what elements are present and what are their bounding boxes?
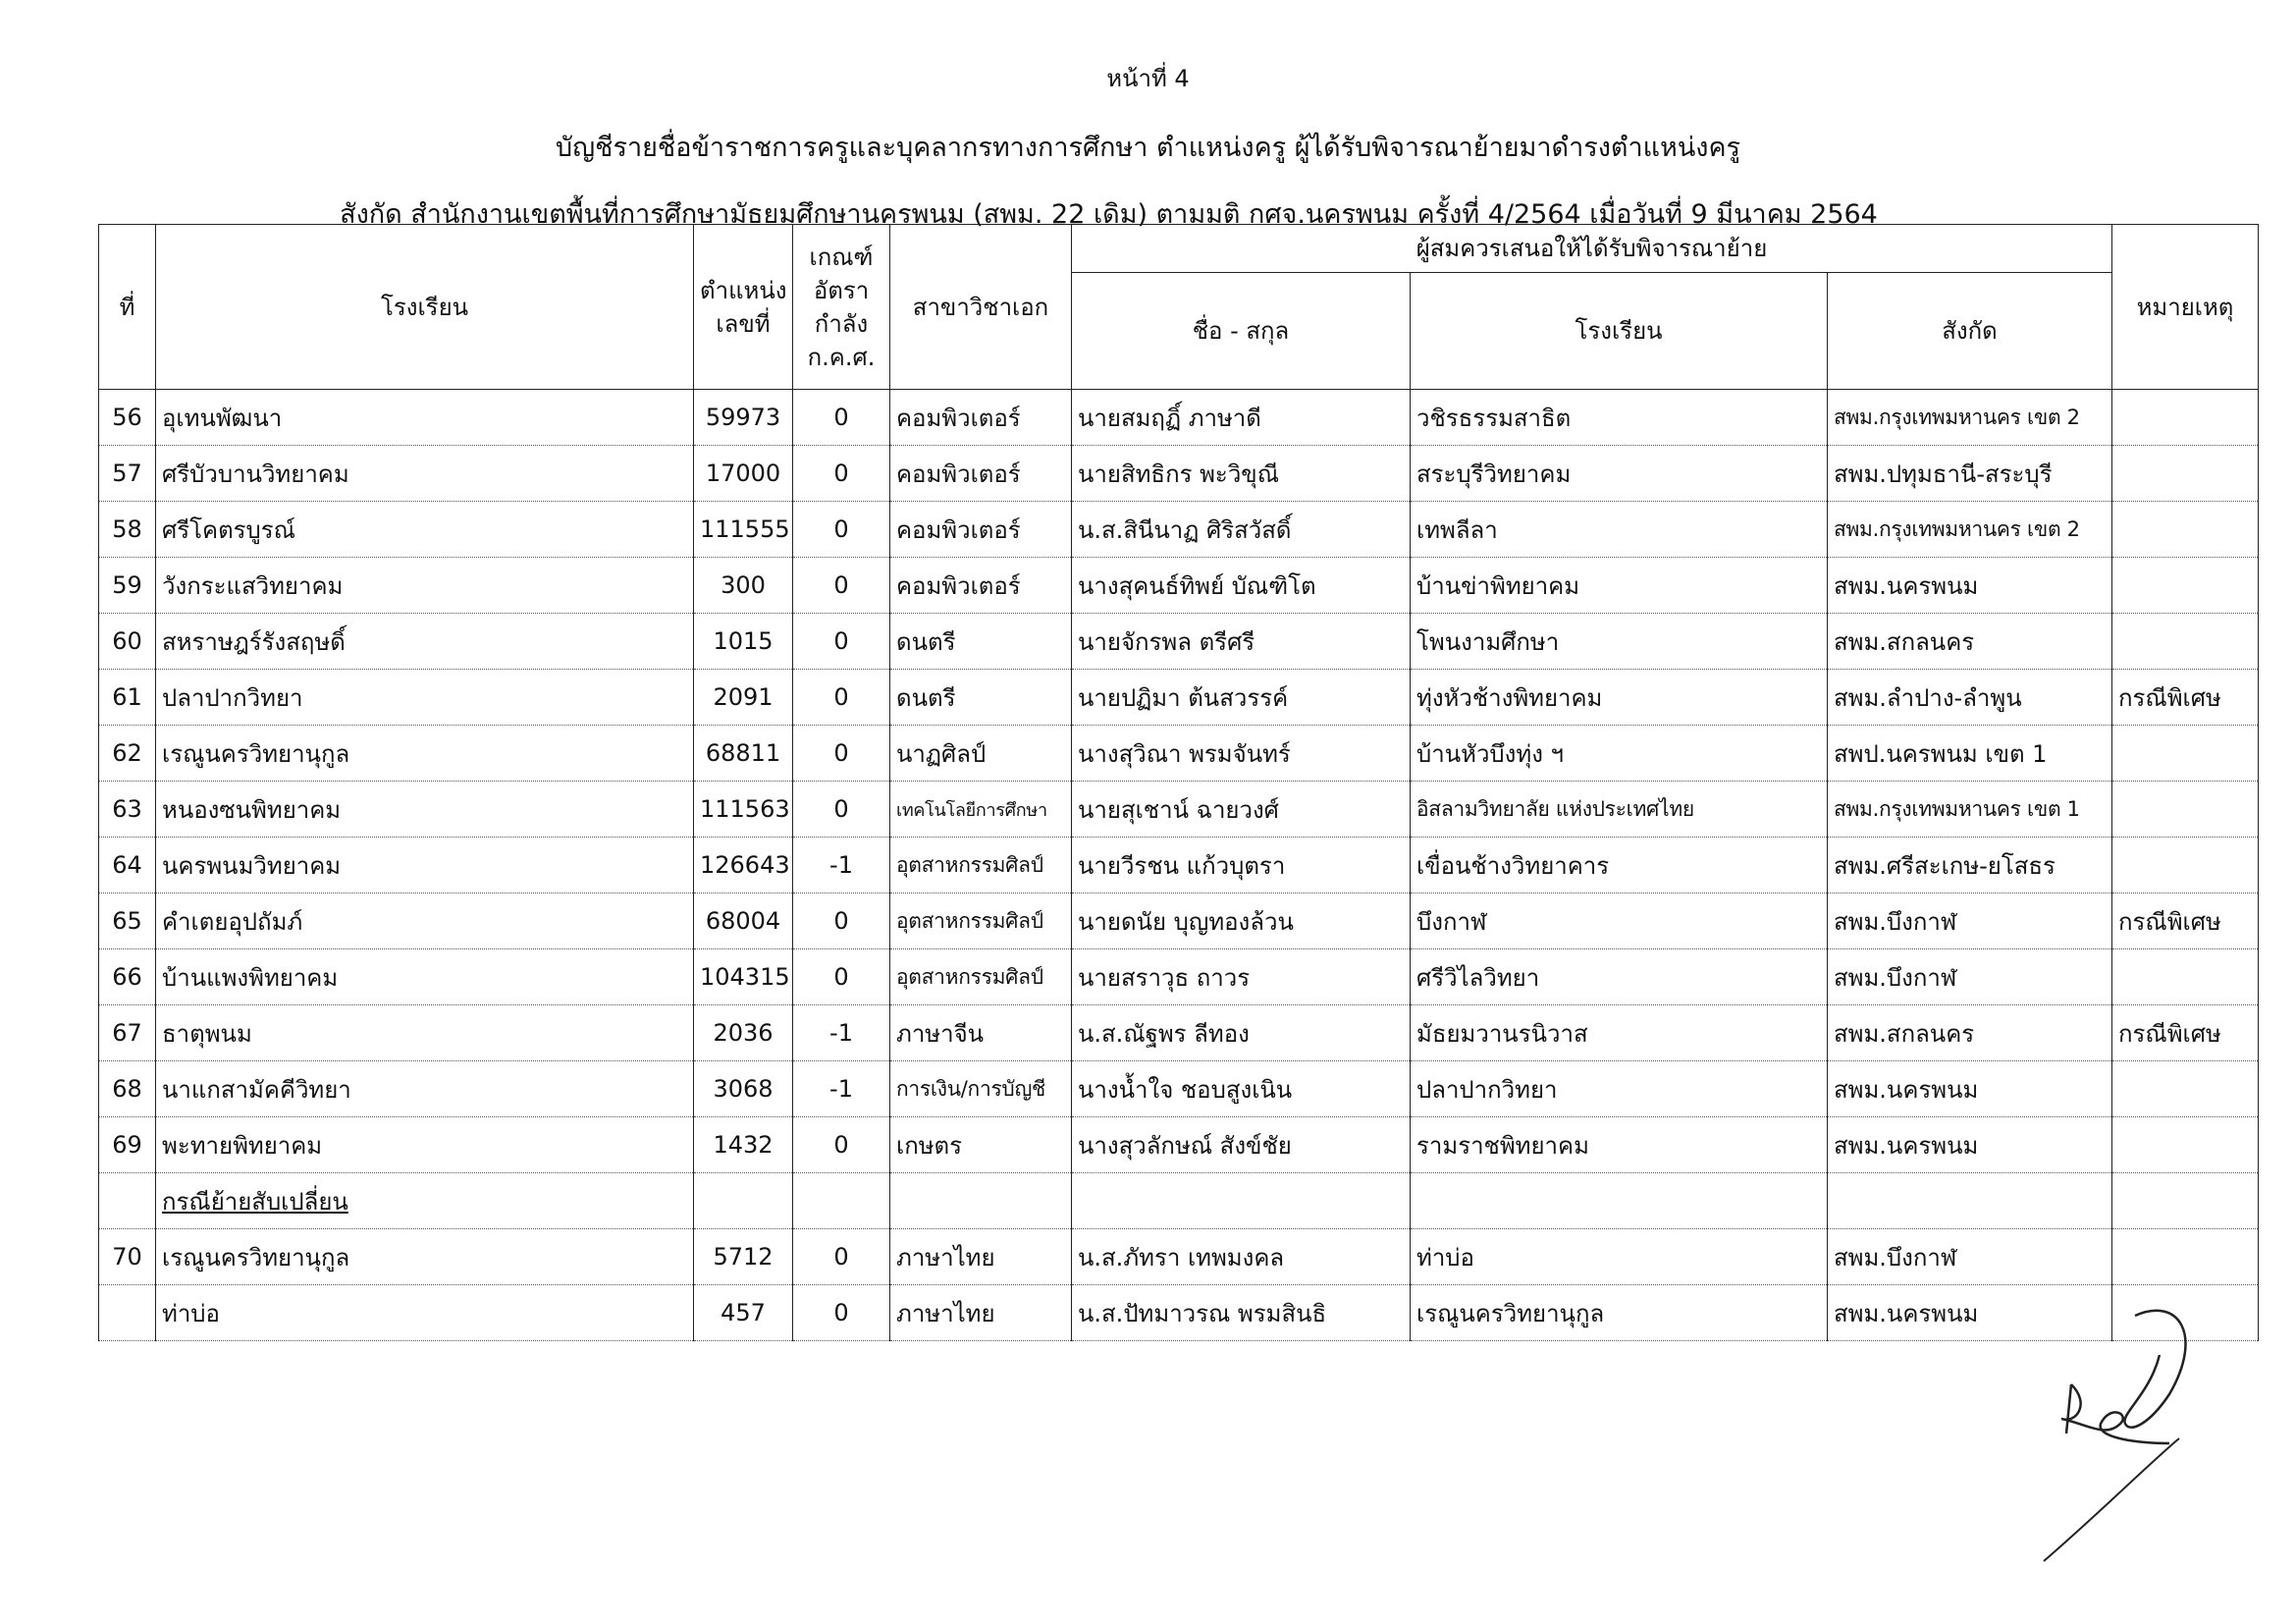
table-row: 70 เรณูนครวิทยานุกูล 5712 0 ภาษาไทย น.ส.ภัทรา เทพมงคล ท่าบ่อ สพม.บึงกาฬ: [99, 1229, 2259, 1285]
table-row: 69 พะทายพิทยาคม 1432 0 เกษตร นางสุวลักษณ์ สังข์ชัย รามราชพิทยาคม สพม.นครพนม: [99, 1117, 2259, 1173]
table-row: 61 ปลาปากวิทยา 2091 0 ดนตรี นายปฏิมา ต้นสวรรค์ ทุ่งหัวช้างพิทยาคม สพม.ลำปาง-ลำพูน กรณีพิเศษ: [99, 670, 2259, 726]
table-row: 66 บ้านแพงพิทยาคม 104315 0 อุตสาหกรรมศิลป์ นายสราวุธ ถาวร ศรีวิไลวิทยา สพม.บึงกาฬ: [99, 949, 2259, 1005]
table-row: 68 นาแกสามัคคีวิทยา 3068 -1 การเงิน/การบัญชี นางน้ำใจ ชอบสูงเนิน ปลาปากวิทยา สพม.นครพนม: [99, 1061, 2259, 1117]
table-row: 59 วังกระแสวิทยาคม 300 0 คอมพิวเตอร์ นางสุคนธ์ทิพย์ บัณฑิโต บ้านข่าพิทยาคม สพม.นครพนม: [99, 558, 2259, 614]
document-title: บัญชีรายชื่อข้าราชการครูและบุคลากรทางการศึกษา ตำแหน่งครู ผู้ได้รับพิจารณาย้ายมาดำรงตำแหน่งครู: [555, 133, 1741, 163]
col-header-rate: เกณฑ์ อัตรา กำลัง ก.ค.ศ.: [793, 225, 890, 390]
table-row: 56 อุเทนพัฒนา 59973 0 คอมพิวเตอร์ นายสมฤฏิ์ ภาษาดี วชิรธรรมสาธิต สพม.กรุงเทพมหานคร เขต 2: [99, 390, 2259, 446]
table-row: 63 หนองซนพิทยาคม 111563 0 เทคโนโลยีการศึกษา นายสุเชาน์ ฉายวงศ์ อิสลามวิทยาลัย แห่งประเทศไทย สพม.กรุงเทพมหานคร เขต 1: [99, 782, 2259, 838]
col-header-affiliation: สังกัด: [1828, 273, 2112, 390]
table-row: 65 คำเตยอุปถัมภ์ 68004 0 อุตสาหกรรมศิลป์ นายดนัย บุญทองล้วน บึงกาฬ สพม.บึงกาฬ กรณีพิเศษ: [99, 893, 2259, 949]
table-row: 60 สหราษฎร์รังสฤษดิ์ 1015 0 ดนตรี นายจักรพล ตรีศรี โพนงามศึกษา สพม.สกลนคร: [99, 614, 2259, 670]
col-header-name: ชื่อ - สกุล: [1072, 273, 1411, 390]
table-row: 62 เรณูนครวิทยานุกูล 68811 0 นาฏศิลป์ นางสุวิณา พรมจันทร์ บ้านหัวบึงทุ่ง ฯ สพป.นครพนม เขต 1: [99, 726, 2259, 782]
table-row: 57 ศรีบัวบานวิทยาคม 17000 0 คอมพิวเตอร์ นายสิทธิกร พะวิขุณี สระบุรีวิทยาคม สพม.ปทุมธานี-สระบุรี: [99, 446, 2259, 502]
page-number: หน้าที่ 4: [1106, 65, 1190, 92]
col-header-school: โรงเรียน: [156, 225, 694, 390]
table-row: 64 นครพนมวิทยาคม 126643 -1 อุตสาหกรรมศิลป์ นายวีรชน แก้วบุตรา เขื่อนช้างวิทยาคาร สพม.ศรีสะเกษ-ยโสธร: [99, 838, 2259, 893]
table-row: 58 ศรีโคตรบูรณ์ 111555 0 คอมพิวเตอร์ น.ส.สินีนาฏ ศิริสวัสดิ์ เทพลีลา สพม.กรุงเทพมหานคร เขต 2: [99, 502, 2259, 558]
col-header-candidate-group: ผู้สมควรเสนอให้ได้รับพิจารณาย้าย: [1072, 225, 2112, 273]
col-header-major: สาขาวิชาเอก: [890, 225, 1072, 390]
table-row: 67 ธาตุพนม 2036 -1 ภาษาจีน น.ส.ณัฐพร ลีทอง มัธยมวานรนิวาส สพม.สกลนคร กรณีพิเศษ: [99, 1005, 2259, 1061]
signature-mark: [2032, 1276, 2209, 1571]
document-subtitle: สังกัด สำนักงานเขตพื้นที่การศึกษามัธยมศึกษานครพนม (สพม. 22 เดิม) ตามมติ กศจ.นครพนม ครั้งที่ 4/2564 เมื่อวันที่ 9 มีนาคม 2564: [340, 199, 1878, 230]
table-row: ท่าบ่อ 457 0 ภาษาไทย น.ส.ปัทมาวรณ พรมสินธิ เรณูนครวิทยานุกูล สพม.นครพนม: [99, 1285, 2259, 1341]
col-header-no: ที่: [99, 225, 156, 390]
section-label: กรณีย้ายสับเปลี่ยน: [156, 1173, 694, 1229]
col-header-remark: หมายเหตุ: [2112, 225, 2259, 390]
col-header-from-school: โรงเรียน: [1411, 273, 1828, 390]
transfer-list-table: [98, 224, 2259, 1341]
section-row: [99, 1173, 2259, 1229]
col-header-position-no: ตำแหน่ง เลขที่: [694, 225, 793, 390]
